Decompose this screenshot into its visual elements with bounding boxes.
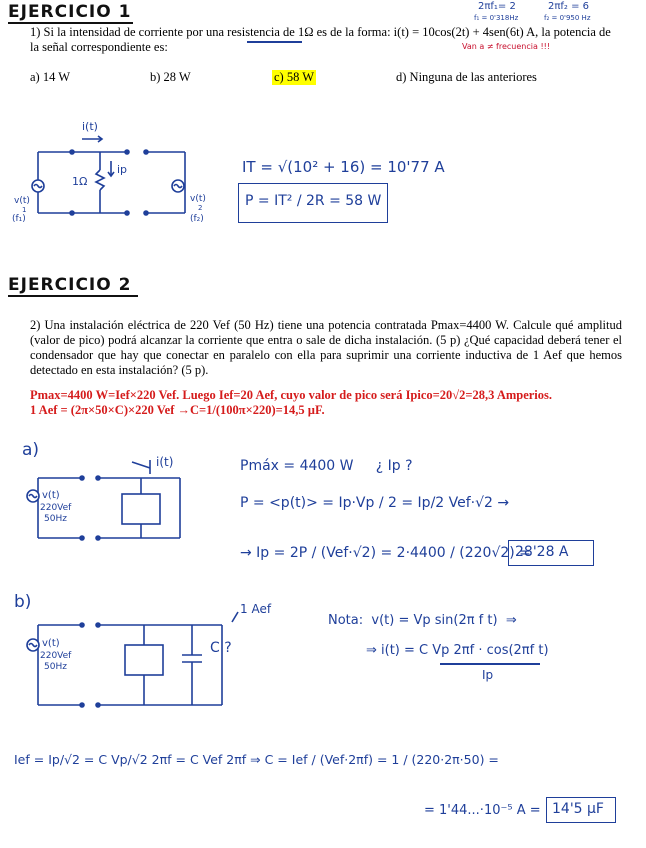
src1-freq: (f₁) <box>12 214 26 224</box>
part-b-result: 14'5 µF <box>552 801 604 817</box>
resistor-label: 1Ω <box>72 175 88 188</box>
note-f1: 2πf₁= 2 <box>478 1 516 12</box>
src1-index: 1 <box>22 206 27 214</box>
part-b-eq1: Ief = Ip/√2 = C Vp/√2 2πf = C Vef 2πf ⇒ C = Ief / (Vef·2πf) = 1 / (220·2π·50) = <box>14 752 499 767</box>
ex2-answer-1: Pmax=4400 W=Ief×220 Vef. Luego Ief=20 Aef, cuyo valor de pico será Ipico=20√2=28,3 Amperios. <box>30 388 553 402</box>
part-a-current: i(t) <box>156 455 174 469</box>
part-b-ip: Ip <box>482 668 494 682</box>
part-b-src: v(t) <box>42 638 60 649</box>
part-a-src-volt: 220Vef <box>40 503 72 513</box>
it-equation: IT = √(10² + 16) = 10'77 A <box>242 158 445 176</box>
note-f2-val: f₂ = 0'950 Hz <box>544 14 591 22</box>
option-b: b) 28 W <box>150 70 191 84</box>
note-red: Van a ≠ frecuencia !!! <box>462 42 551 51</box>
note-f2: 2πf₂ = 6 <box>548 1 590 12</box>
part-a-line1: Pmáx = 4400 W ¿ Ip ? <box>240 458 413 474</box>
ex2-question: 2) Una instalación eléctrica de 220 Vef (50 Hz) tiene una potencia contratada Pmax=4400 W. Calcule qué amplitud (valor de pico) podrá alcanzar la corriente que entra o sale de dicha instalación. (5 p) ¿Qué capacidad deberá tener el condensador que hay que conectar en paralelo con ella para suprimir una corriente inductiva de 1 Aef que hemos detectado en esta instalación? (5 p). <box>30 318 622 377</box>
option-d: d) Ninguna de las anteriores <box>396 70 537 84</box>
ip-label: ip <box>117 163 128 176</box>
part-b-nota1: Nota: v(t) = Vp sin(2π f t) ⇒ <box>328 613 517 628</box>
src2-freq: (f₂) <box>190 214 204 224</box>
power-equation: P = IT² / 2R = 58 W <box>245 193 382 209</box>
part-b-eq2: = 1'44...·10⁻⁵ A = <box>424 803 541 818</box>
part-b-label: b) <box>14 592 32 612</box>
part-b-src-volt: 220Vef <box>40 651 72 661</box>
src2-index: 2 <box>198 204 203 212</box>
ex1-current-label: i(t) <box>82 120 98 133</box>
ex2-heading: EJERCICIO 2 <box>8 275 132 295</box>
part-a-line2: P = <p(t)> = Ip·Vp / 2 = Ip/2 Vef·√2 → <box>240 495 510 511</box>
src2-label: v(t) <box>190 194 206 204</box>
part-a-result: 28'28 A <box>515 544 569 560</box>
ex2-answer-2: 1 Aef = (2π×50×C)×220 Vef →C=1/(100π×220)=14,5 µF. <box>30 403 325 417</box>
ex1-heading: EJERCICIO 1 <box>8 2 132 22</box>
option-c-selected: c) 58 W <box>274 70 315 84</box>
part-a-src: v(t) <box>42 490 60 501</box>
part-b-result-box <box>546 797 616 823</box>
note-f1-val: f₁ = 0'318Hz <box>474 14 519 22</box>
part-b-current: 1 Aef <box>240 602 272 616</box>
part-a-src-freq: 50Hz <box>44 514 67 524</box>
part-b-nota2: ⇒ i(t) = C Vp 2πf · cos(2πf t) <box>366 643 549 658</box>
part-b-ip-brace <box>440 663 540 665</box>
src1-label: v(t) <box>14 196 30 206</box>
part-b-cap: C ? <box>210 640 232 656</box>
part-a-line3: → Ip = 2P / (Vef·√2) = 2·4400 / (220√2) = <box>240 545 531 561</box>
part-b-src-freq: 50Hz <box>44 662 67 672</box>
option-a: a) 14 W <box>30 70 71 84</box>
ex1-question: 1) Si la intensidad de corriente por una resistencia de 1Ω es de la forma: i(t) = 10cos(2t) + 4sen(6t) A, la potencia de la señal correspondiente es: <box>30 25 611 54</box>
part-a-label: a) <box>22 440 40 460</box>
